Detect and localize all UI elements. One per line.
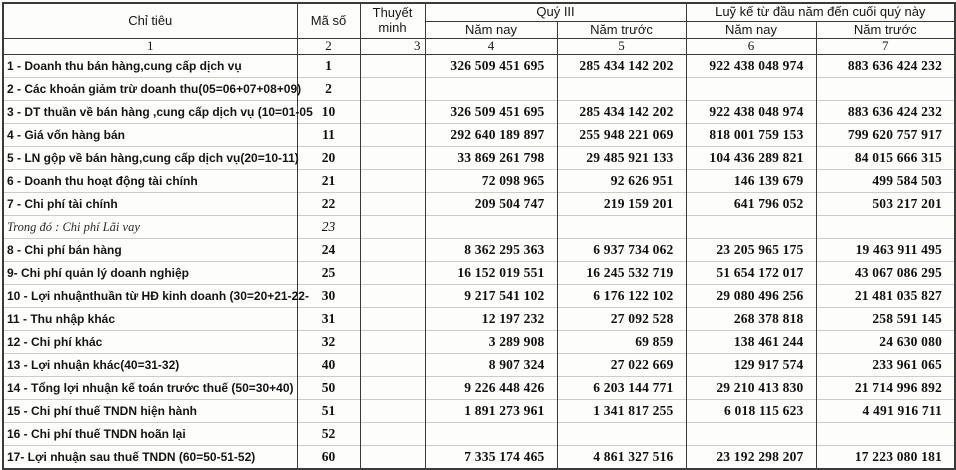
row-label: 1 - Doanh thu bán hàng,cung cấp dịch vụ — [3, 55, 297, 78]
row-label: 17- Lợi nhuận sau thuế TNDN (60=50-51-52) — [3, 446, 297, 470]
income-statement-table — [2, 2, 956, 470]
header-thuyet-minh: Thuyết minh — [360, 3, 425, 39]
header-quy-iii: Quý III — [425, 3, 686, 22]
row-label: 16 - Chi phí thuế TNDN hoãn lại — [3, 423, 297, 446]
cell-q3-nam-nay: 8 362 295 363 — [425, 239, 557, 262]
row-note-cell — [360, 239, 425, 262]
table-header — [3, 3, 955, 55]
header-lk-nam-truoc: Năm trước — [816, 22, 955, 39]
row-code: 20 — [297, 147, 360, 170]
row-note-cell — [360, 446, 425, 470]
cell-lk-nam-nay: 129 917 574 — [686, 354, 816, 377]
row-code: 21 — [297, 170, 360, 193]
cell-q3-nam-truoc: 1 341 817 255 — [557, 400, 686, 423]
table-row — [3, 147, 955, 170]
row-label: 10 - Lợi nhuậnthuần từ HĐ kinh doanh (30=20+21-22- — [3, 285, 297, 308]
row-note-cell — [360, 423, 425, 446]
table-row — [3, 239, 955, 262]
cell-lk-nam-truoc — [816, 216, 955, 239]
row-label: 12 - Chi phí khác — [3, 331, 297, 354]
row-label: 14 - Tổng lợi nhuận kế toán trước thuế (50=30+40) — [3, 377, 297, 400]
table-row — [3, 124, 955, 147]
cell-lk-nam-truoc: 84 015 666 315 — [816, 147, 955, 170]
cell-q3-nam-truoc: 27 092 528 — [557, 308, 686, 331]
table-row — [3, 55, 955, 78]
header-q3-nam-truoc: Năm trước — [557, 22, 686, 39]
cell-lk-nam-truoc: 21 714 996 892 — [816, 377, 955, 400]
table-row — [3, 377, 955, 400]
cell-q3-nam-truoc: 6 203 144 771 — [557, 377, 686, 400]
cell-q3-nam-truoc: 6 937 734 062 — [557, 239, 686, 262]
cell-lk-nam-nay: 268 378 818 — [686, 308, 816, 331]
cell-lk-nam-truoc: 17 223 080 181 — [816, 446, 955, 470]
colnum-1: 1 — [3, 39, 297, 55]
row-note-cell — [360, 101, 425, 124]
row-label: 3 - DT thuần về bán hàng ,cung cấp dịch vụ (10=01-05 — [3, 101, 297, 124]
row-note-cell — [360, 170, 425, 193]
cell-q3-nam-nay: 209 504 747 — [425, 193, 557, 216]
cell-lk-nam-truoc: 4 491 916 711 — [816, 400, 955, 423]
cell-lk-nam-nay — [686, 78, 816, 101]
header-lk-nam-nay: Năm nay — [686, 22, 816, 39]
cell-lk-nam-truoc: 499 584 503 — [816, 170, 955, 193]
table-row — [3, 285, 955, 308]
cell-q3-nam-truoc: 16 245 532 719 — [557, 262, 686, 285]
cell-q3-nam-truoc: 285 434 142 202 — [557, 55, 686, 78]
row-label: 7 - Chi phí tài chính — [3, 193, 297, 216]
table-body — [3, 55, 955, 470]
table-row — [3, 446, 955, 470]
cell-lk-nam-nay: 51 654 172 017 — [686, 262, 816, 285]
colnum-4: 4 — [425, 39, 557, 55]
cell-lk-nam-truoc: 19 463 911 495 — [816, 239, 955, 262]
row-note-cell — [360, 147, 425, 170]
row-code: 60 — [297, 446, 360, 470]
table-row — [3, 101, 955, 124]
table-row — [3, 216, 955, 239]
table-row — [3, 78, 955, 101]
cell-lk-nam-nay: 29 210 413 830 — [686, 377, 816, 400]
cell-q3-nam-truoc: 92 626 951 — [557, 170, 686, 193]
cell-q3-nam-truoc: 255 948 221 069 — [557, 124, 686, 147]
cell-q3-nam-nay — [425, 423, 557, 446]
row-code: 23 — [297, 216, 360, 239]
colnum-5: 5 — [557, 39, 686, 55]
cell-lk-nam-nay: 104 436 289 821 — [686, 147, 816, 170]
cell-lk-nam-nay — [686, 216, 816, 239]
cell-lk-nam-truoc: 258 591 145 — [816, 308, 955, 331]
row-note-cell — [360, 400, 425, 423]
row-code: 31 — [297, 308, 360, 331]
cell-q3-nam-nay: 7 335 174 465 — [425, 446, 557, 470]
row-note-cell — [360, 331, 425, 354]
header-ma-so: Mã số — [297, 3, 360, 39]
cell-lk-nam-truoc — [816, 423, 955, 446]
cell-lk-nam-nay: 138 461 244 — [686, 331, 816, 354]
cell-q3-nam-nay — [425, 216, 557, 239]
cell-lk-nam-nay: 6 018 115 623 — [686, 400, 816, 423]
cell-q3-nam-nay: 16 152 019 551 — [425, 262, 557, 285]
cell-q3-nam-truoc: 6 176 122 102 — [557, 285, 686, 308]
row-code: 25 — [297, 262, 360, 285]
cell-q3-nam-truoc: 4 861 327 516 — [557, 446, 686, 470]
row-label: 11 - Thu nhập khác — [3, 308, 297, 331]
row-code: 40 — [297, 354, 360, 377]
row-code: 1 — [297, 55, 360, 78]
row-code: 51 — [297, 400, 360, 423]
row-note-cell — [360, 193, 425, 216]
row-code: 24 — [297, 239, 360, 262]
colnum-6: 6 — [686, 39, 816, 55]
cell-lk-nam-nay: 641 796 052 — [686, 193, 816, 216]
cell-q3-nam-nay: 326 509 451 695 — [425, 55, 557, 78]
row-label: 4 - Giá vốn hàng bán — [3, 124, 297, 147]
table-row — [3, 170, 955, 193]
cell-q3-nam-nay: 292 640 189 897 — [425, 124, 557, 147]
cell-lk-nam-truoc: 503 217 201 — [816, 193, 955, 216]
row-code: 10 — [297, 101, 360, 124]
cell-lk-nam-nay: 146 139 679 — [686, 170, 816, 193]
table-row — [3, 331, 955, 354]
colnum-7: 7 — [816, 39, 955, 55]
cell-lk-nam-nay: 23 205 965 175 — [686, 239, 816, 262]
row-code: 32 — [297, 331, 360, 354]
cell-lk-nam-truoc: 883 636 424 232 — [816, 101, 955, 124]
cell-q3-nam-truoc: 285 434 142 202 — [557, 101, 686, 124]
row-label: 9- Chi phí quản lý doanh nghiệp — [3, 262, 297, 285]
cell-lk-nam-nay: 29 080 496 256 — [686, 285, 816, 308]
table-row — [3, 423, 955, 446]
cell-lk-nam-nay: 818 001 759 153 — [686, 124, 816, 147]
cell-q3-nam-truoc: 29 485 921 133 — [557, 147, 686, 170]
cell-lk-nam-nay — [686, 423, 816, 446]
row-label: 2 - Các khoản giảm trừ doanh thu(05=06+07+08+09) — [3, 78, 297, 101]
row-label: 6 - Doanh thu hoạt động tài chính — [3, 170, 297, 193]
cell-q3-nam-nay: 326 509 451 695 — [425, 101, 557, 124]
cell-lk-nam-nay: 922 438 048 974 — [686, 101, 816, 124]
cell-q3-nam-nay: 3 289 908 — [425, 331, 557, 354]
cell-q3-nam-nay: 72 098 965 — [425, 170, 557, 193]
cell-q3-nam-nay: 33 869 261 798 — [425, 147, 557, 170]
row-label: 8 - Chi phí bán hàng — [3, 239, 297, 262]
header-luy-ke: Luỹ kế từ đầu năm đến cuối quý này — [686, 3, 955, 22]
row-code: 52 — [297, 423, 360, 446]
table-row — [3, 308, 955, 331]
colnum-2: 2 — [297, 39, 360, 55]
cell-q3-nam-nay: 8 907 324 — [425, 354, 557, 377]
table-row — [3, 354, 955, 377]
row-code: 50 — [297, 377, 360, 400]
row-note-cell — [360, 377, 425, 400]
header-chi-tieu: Chỉ tiêu — [3, 3, 297, 39]
cell-q3-nam-truoc: 219 159 201 — [557, 193, 686, 216]
cell-lk-nam-truoc: 883 636 424 232 — [816, 55, 955, 78]
cell-q3-nam-nay: 1 891 273 961 — [425, 400, 557, 423]
colnum-3: 3 — [360, 39, 425, 55]
row-note-cell — [360, 354, 425, 377]
row-code: 22 — [297, 193, 360, 216]
cell-q3-nam-nay: 9 226 448 426 — [425, 377, 557, 400]
cell-q3-nam-truoc — [557, 216, 686, 239]
row-note-cell — [360, 124, 425, 147]
cell-q3-nam-truoc: 69 859 — [557, 331, 686, 354]
row-label: 13 - Lợi nhuận khác(40=31-32) — [3, 354, 297, 377]
cell-lk-nam-truoc: 233 961 065 — [816, 354, 955, 377]
row-label: 5 - LN gộp về bán hàng,cung cấp dịch vụ(20=10-11) — [3, 147, 297, 170]
table-row — [3, 193, 955, 216]
cell-lk-nam-nay: 23 192 298 207 — [686, 446, 816, 470]
cell-q3-nam-truoc — [557, 423, 686, 446]
table-row — [3, 400, 955, 423]
cell-q3-nam-nay: 9 217 541 102 — [425, 285, 557, 308]
cell-lk-nam-truoc: 21 481 035 827 — [816, 285, 955, 308]
cell-lk-nam-truoc: 43 067 086 295 — [816, 262, 955, 285]
table-row — [3, 262, 955, 285]
cell-q3-nam-truoc: 27 022 669 — [557, 354, 686, 377]
cell-lk-nam-nay: 922 438 048 974 — [686, 55, 816, 78]
row-note-cell — [360, 308, 425, 331]
row-code: 30 — [297, 285, 360, 308]
cell-q3-nam-nay — [425, 78, 557, 101]
row-note-cell — [360, 216, 425, 239]
header-q3-nam-nay: Năm nay — [425, 22, 557, 39]
row-note-cell — [360, 262, 425, 285]
cell-lk-nam-truoc: 799 620 757 917 — [816, 124, 955, 147]
row-label: 15 - Chi phí thuế TNDN hiện hành — [3, 400, 297, 423]
cell-q3-nam-truoc — [557, 78, 686, 101]
row-code: 11 — [297, 124, 360, 147]
row-label: Trong đó : Chi phí Lãi vay — [3, 216, 297, 239]
cell-lk-nam-truoc — [816, 78, 955, 101]
row-note-cell — [360, 285, 425, 308]
row-code: 2 — [297, 78, 360, 101]
row-note-cell — [360, 55, 425, 78]
cell-q3-nam-nay: 12 197 232 — [425, 308, 557, 331]
cell-lk-nam-truoc: 24 630 080 — [816, 331, 955, 354]
row-note-cell — [360, 78, 425, 101]
